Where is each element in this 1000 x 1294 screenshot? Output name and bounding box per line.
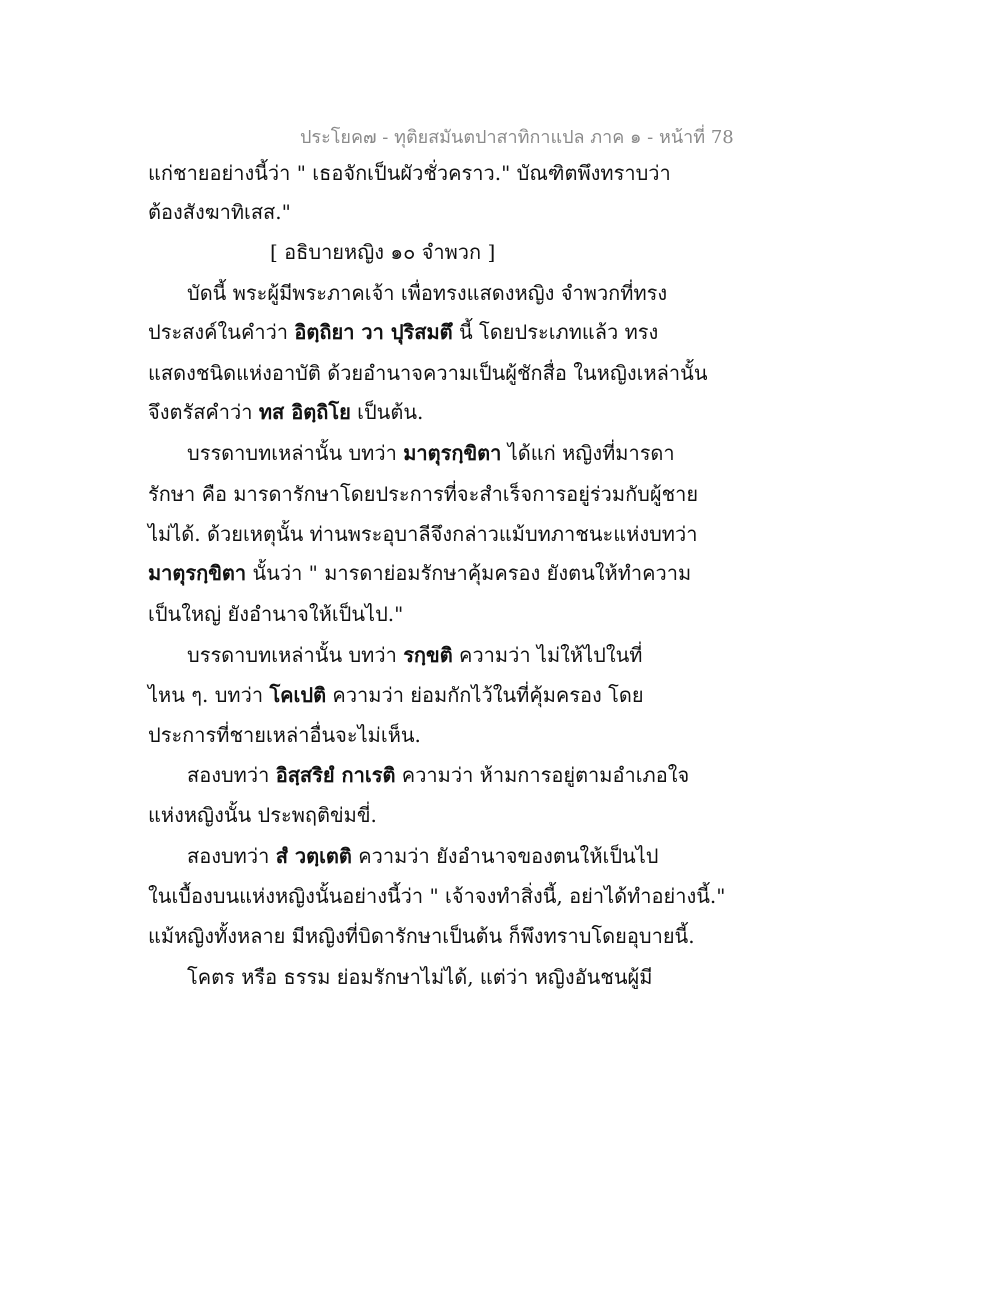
text-line: [187, 762, 689, 788]
text-run: สองบทว่า: [187, 763, 276, 787]
text-line: ประการที่ชายเหล่าอื่นจะไม่เห็น.: [148, 723, 421, 747]
text-line: [148, 560, 691, 586]
text-line: [187, 440, 675, 466]
text-run: ความว่า ไม่ให้ไปในที่: [452, 643, 643, 667]
text-run: ได้แก่ หญิงที่มารดา: [501, 441, 675, 465]
text-line: ต้องสังฆาทิเสส.": [148, 200, 291, 224]
text-run: บรรดาบทเหล่านั้น บทว่า: [187, 643, 404, 667]
pali-term: สํ วตฺเตติ: [275, 844, 352, 868]
text-line: [148, 682, 644, 708]
text-line: [187, 642, 642, 668]
text-line: [148, 319, 658, 345]
text-line: เป็นใหญ่ ยังอำนาจให้เป็นไป.": [148, 602, 404, 626]
pali-term: มาตุรกฺขิตา: [403, 441, 502, 465]
text-run: ไหน ๆ. บทว่า: [148, 683, 270, 707]
pali-term: โคเปติ: [269, 683, 327, 707]
pali-term: อิสฺสริยํ กาเรติ: [275, 763, 396, 787]
text-run: ความว่า ยังอำนาจของตนให้เป็นไป: [351, 844, 659, 868]
text-run: เป็นต้น.: [350, 400, 424, 424]
text-run: สองบทว่า: [187, 844, 276, 868]
text-run: บรรดาบทเหล่านั้น บทว่า: [187, 441, 404, 465]
pali-term: อิตฺถิยา วา ปุริสมตึ: [294, 320, 453, 344]
text-line: แม้หญิงทั้งหลาย มีหญิงที่บิดารักษาเป็นต้น ก็พึงทราบโดยอุบายนี้.: [148, 924, 695, 948]
text-line: โคตร หรือ ธรรม ย่อมรักษาไม่ได้, แต่ว่า หญิงอันชนผู้มี: [187, 965, 653, 989]
text-line: บัดนี้ พระผู้มีพระภาคเจ้า เพื่อทรงแสดงหญิง จำพวกที่ทรง: [187, 281, 668, 305]
running-header: ประโยค๗ - ทุติยสมันตปาสาทิกาแปล ภาค ๑ - หน้าที่ 78: [300, 127, 734, 148]
text-line: แสดงชนิดแห่งอาบัติ ด้วยอำนาจความเป็นผู้ชักสื่อ ในหญิงเหล่านั้น: [148, 361, 708, 385]
text-line: แห่งหญิงนั้น ประพฤติข่มขี่.: [148, 803, 377, 827]
text-line: รักษา คือ มารดารักษาโดยประการที่จะสำเร็จการอยู่ร่วมกับผู้ชาย: [148, 482, 699, 506]
pali-term: รกฺขติ: [403, 643, 453, 667]
text-run: นั้นว่า " มารดาย่อมรักษาคุ้มครอง ยังตนให้ทำความ: [246, 561, 692, 585]
text-line: ในเบื้องบนแห่งหญิงนั้นอย่างนี้ว่า " เจ้าจงทำสิ่งนี้, อย่าได้ทำอย่างนี้.": [148, 884, 726, 908]
text-run: ความว่า ย่อมกักไว้ในที่คุ้มครอง โดย: [326, 683, 644, 707]
text-line: ไม่ได้. ด้วยเหตุนั้น ท่านพระอุบาลีจึงกล่าวแม้บทภาชนะแห่งบทว่า: [148, 522, 698, 546]
section-heading: [ อธิบายหญิง ๑๐ จำพวก ]: [270, 240, 496, 264]
text-run: ความว่า ห้ามการอยู่ตามอำเภอใจ: [395, 763, 690, 787]
text-line: [148, 399, 423, 425]
pali-term: มาตุรกฺขิตา: [148, 561, 247, 585]
text-line: แก่ชายอย่างนี้ว่า " เธอจักเป็นผัวชั่วคราว." บัณฑิตพึงทราบว่า: [148, 161, 671, 185]
text-line: [187, 843, 658, 869]
pali-term: ทส อิตฺถิโย: [258, 400, 351, 424]
text-run: จึงตรัสคำว่า: [148, 400, 259, 424]
text-run: ประสงค์ในคำว่า: [148, 320, 295, 344]
text-run: นี้ โดยประเภทแล้ว ทรง: [452, 320, 659, 344]
